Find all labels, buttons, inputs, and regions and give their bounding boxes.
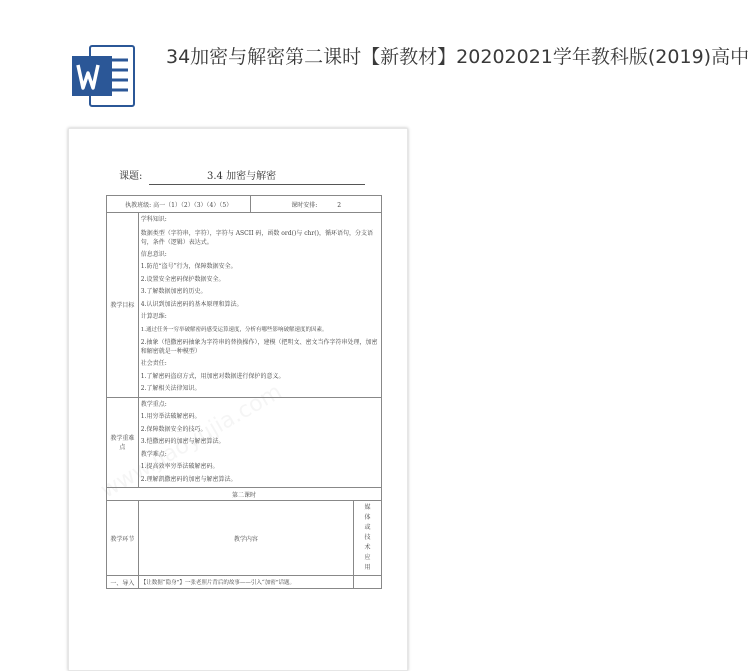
goal-line: 2.抽象（恺撒密码抽象为字符串的替换操作），建模（把明文、密文当作字符串处理，加密和解密就是一种模型） <box>140 339 378 355</box>
table-row <box>107 501 382 576</box>
hours-cell <box>251 196 382 213</box>
media-header: 媒体或技术应用 <box>353 501 381 576</box>
goals-label: 教学目标 <box>107 213 139 398</box>
table-row <box>107 488 382 501</box>
goal-line: 学科知识: <box>140 216 167 223</box>
keypoints-label: 教学重难点 <box>107 397 139 488</box>
keypoint-line: 2.理解凯撒密码的加密与解密算法。 <box>140 475 237 483</box>
keypoint-line: 1.提高效率穷举法破解密码。 <box>140 463 219 470</box>
keypoint-line: 3.恺撒密码的加密与解密算法。 <box>140 438 225 445</box>
session-title: 第二课时 <box>107 488 382 501</box>
goal-line: 1.通过任务一穷举破解密码感受运算速度，分析有哪些影响破解速度的因素。 <box>140 326 328 333</box>
intro-label: 一、导入 <box>107 576 139 589</box>
class-value: 高一（1）（2）（3）（4）（5） <box>153 201 233 209</box>
intro-media-cell <box>353 576 381 589</box>
goal-line: 2.了解相关法律知识。 <box>140 385 201 392</box>
document-title: 34加密与解密第二课时【新教材】20202021学年教科版(2019)高中 <box>166 46 749 68</box>
goal-line: 社会责任: <box>140 360 167 367</box>
goal-line: 1.防范“盗号”行为，保障数据安全。 <box>140 263 237 270</box>
document-page <box>68 128 408 671</box>
keypoint-line: 教学难点: <box>140 450 167 458</box>
goal-line: 数据类型（字符串，字符），字符与 ASCII 码，函数 ord()与 chr()，循环语句，分支语句，条件（逻辑）表达式。 <box>140 229 373 246</box>
class-label: 执教班级: <box>125 201 152 209</box>
hours-value: 2 <box>337 201 342 209</box>
keypoint-line: 1.用穷举法破解密码。 <box>140 413 201 420</box>
word-document-icon <box>68 40 140 112</box>
class-cell <box>107 196 251 213</box>
intro-text: 【让数据“隐身”】一张老照片背后的故事——引入“加密”话题。 <box>138 576 353 589</box>
keypoints-cell <box>138 397 381 488</box>
table-row <box>107 576 382 589</box>
goal-line: 4.认识到加法密码的基本原理和算法。 <box>140 300 243 308</box>
keypoint-line: 2.保障数据安全的技巧。 <box>140 425 207 433</box>
goal-line: 1.了解密码盗窃方式，用加密对数据进行保护的意义。 <box>140 372 285 380</box>
lesson-title: 3.4 加密与解密 <box>207 171 277 182</box>
table-row <box>107 213 382 398</box>
goal-line: 信息意识: <box>140 250 167 258</box>
hours-label: 课时安排: <box>291 201 318 209</box>
stage-header: 教学环节 <box>107 501 139 576</box>
lesson-label: 课题: <box>119 171 143 182</box>
goal-line: 计算思维: <box>140 313 167 320</box>
table-row <box>107 196 382 213</box>
lesson-plan-table <box>106 195 382 589</box>
goal-line: 2.设置安全密码保护数据安全。 <box>140 275 225 283</box>
goals-cell <box>138 213 381 398</box>
title-underline <box>149 184 365 185</box>
goal-line: 3.了解数据加密的历史。 <box>140 288 207 295</box>
content-header: 教学内容 <box>138 501 353 576</box>
table-row <box>107 397 382 488</box>
keypoint-line: 教学重点: <box>140 400 167 408</box>
